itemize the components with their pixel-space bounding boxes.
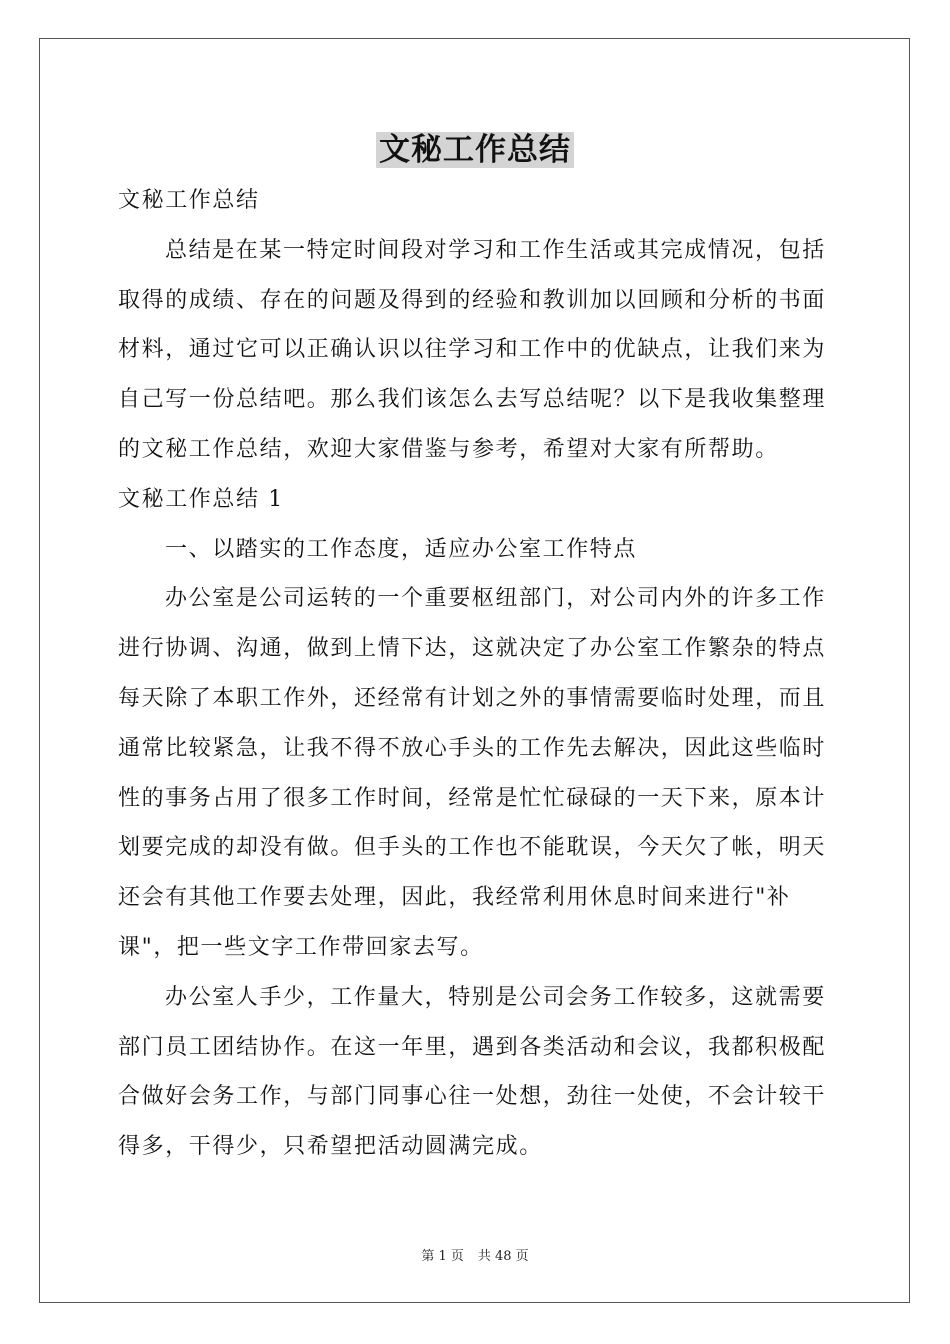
page-number: 第 1 页 (421, 1249, 464, 1264)
page-footer (0, 1248, 950, 1266)
document-title-text: 文秘工作总结 (376, 132, 574, 168)
paragraph: 办公室人手少，工作量大，特别是公司会务工作较多，这就需要部门员工团结协作。在这一年里，遇到各类活动和会议，我都积极配合做好会务工作，与部门同事心往一处想，劲往一处使，不会计较干得多，干得少，只希望把活动圆满完成。 (118, 984, 827, 1160)
section-heading: 文秘工作总结 1 (118, 486, 284, 512)
document-body (118, 176, 834, 1172)
subsection-heading: 一、以踏实的工作态度，适应办公室工作特点 (165, 536, 638, 562)
paragraph: 文秘工作总结 (118, 188, 260, 213)
document-title (0, 126, 950, 174)
paragraph: 总结是在某一特定时间段对学习和工作生活或其完成情况，包括取得的成绩、存在的问题及得到的经验和教训加以回顾和分析的书面材料，通过它可以正确认识以往学习和工作中的优缺点，让我们来为自己写一份总结吧。那么我们该怎么去写总结呢？以下是我收集整理的文秘工作总结，欢迎大家借鉴与参考，希望对大家有所帮助。 (118, 237, 827, 462)
paragraph: 办公室是公司运转的一个重要枢纽部门，对公司内外的许多工作进行协调、沟通，做到上情下达，这就决定了办公室工作繁杂的特点每天除了本职工作外，还经常有计划之外的事情需要临时处理，而且通常比较紧急，让我不得不放心手头的工作先去解决，因此这些临时性的事务占用了很多工作时间，经常是忙忙碌碌的一天下来，原本计划要完成的却没有做。但手头的工作也不能耽误，今天欠了帐，明天还会有其他工作要去处理，因此，我经常利用休息时间来进行"补课"，把一些文字工作带回家去写。 (118, 586, 827, 960)
page-total: 共 48 页 (477, 1249, 529, 1264)
